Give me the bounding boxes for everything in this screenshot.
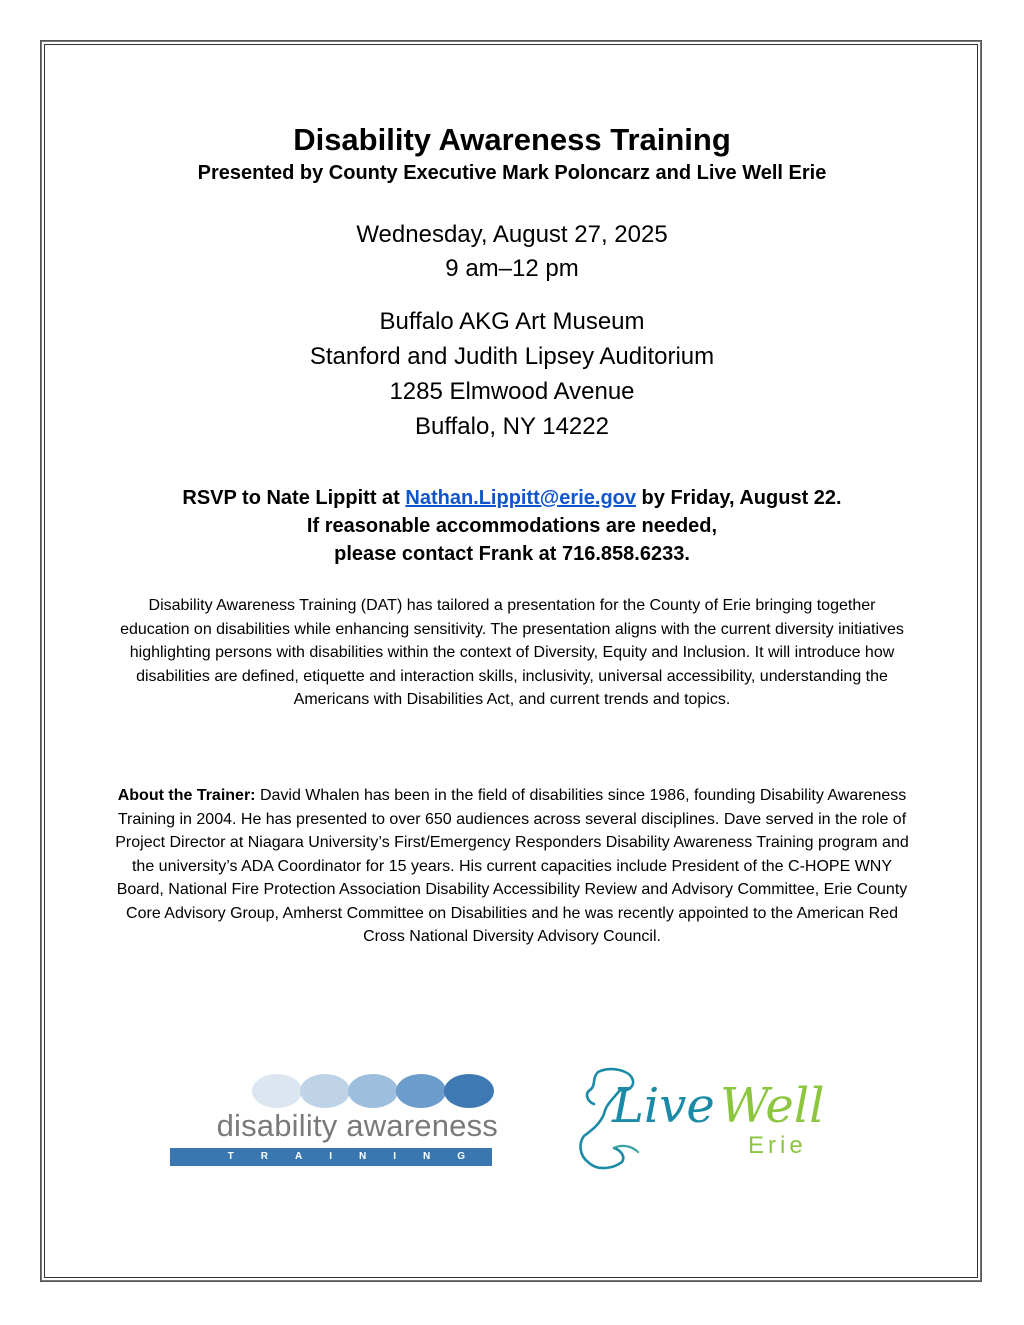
about-trainer-text: David Whalen has been in the field of disabilities since 1986, founding Disability Awareness Training in 2004. He has presented to over 650 audiences across several disciplines. Dave served in the role of Project Director at Niagara University’s First/Emergency Responders Disability Awareness Training program and the university’s ADA Coordinator for 15 years. His current capacities include President of the C-HOPE WNY Board, National Fire Protection Association Disability Accessibility Review and Advisory Committee, Erie County Core Advisory Group, Amherst Committee on Disabilities and he was recently appointed to the American Red Cross National Diversity Advisory Council. xyxy=(115,787,909,945)
dat-dot-2 xyxy=(300,1074,350,1108)
dat-logo-text: disability awareness xyxy=(216,1108,498,1143)
event-date: Wednesday, August 27, 2025 xyxy=(356,221,668,248)
live-well-erie-logo xyxy=(570,1064,840,1180)
event-venue xyxy=(0,304,1024,444)
dat-logo xyxy=(168,1072,498,1172)
rsvp-line-2: If reasonable accommodations are needed, xyxy=(306,515,718,537)
dat-dot-3 xyxy=(348,1074,398,1108)
venue-room: Stanford and Judith Lipsey Auditorium xyxy=(309,343,715,370)
event-time: 9 am–12 pm xyxy=(445,255,579,282)
page-title: Disability Awareness Training xyxy=(293,122,731,157)
rsvp-suffix: by Friday, August 22. xyxy=(636,487,842,509)
about-trainer-label: About the Trainer: xyxy=(117,787,256,804)
event-datetime xyxy=(0,218,1024,286)
dat-logo-bar: TRAINING xyxy=(170,1148,492,1166)
rsvp-line-1 xyxy=(0,484,1024,512)
dat-dot-4 xyxy=(396,1074,446,1108)
dat-dot-1 xyxy=(252,1074,302,1108)
venue-street: 1285 Elmwood Avenue xyxy=(389,378,635,405)
rsvp-prefix: RSVP to Nate Lippitt at xyxy=(182,487,406,509)
lwe-well-text: Well xyxy=(720,1078,825,1134)
description-paragraph: Disability Awareness Training (DAT) has tailored a presentation for the County of Erie bringing together education on disabilities while enhancing sensitivity. The presentation aligns with the current diversity initiatives highlighting persons with disabilities within the context of Diversity, Equity and Inclusion. It will introduce how disabilities are defined, etiquette and interaction skills, inclusivity, universal accessibility, understanding the Americans with Disabilities Act, and current trends and topics. xyxy=(120,597,904,708)
rsvp-block xyxy=(0,484,1024,568)
lwe-erie-text: Erie xyxy=(748,1132,807,1159)
venue-name: Buffalo AKG Art Museum xyxy=(379,308,645,335)
about-trainer-paragraph xyxy=(112,784,912,949)
dat-logo-dots xyxy=(252,1074,492,1108)
page-subtitle: Presented by County Executive Mark Poloncarz and Live Well Erie xyxy=(197,162,827,184)
rsvp-line-3: please contact Frank at 716.858.6233. xyxy=(334,543,690,565)
lwe-live-text: Live xyxy=(612,1078,715,1134)
rsvp-email-link[interactable]: Nathan.Lippitt@erie.gov xyxy=(405,487,636,509)
dat-dot-5 xyxy=(444,1074,494,1108)
venue-city: Buffalo, NY 14222 xyxy=(415,413,609,440)
